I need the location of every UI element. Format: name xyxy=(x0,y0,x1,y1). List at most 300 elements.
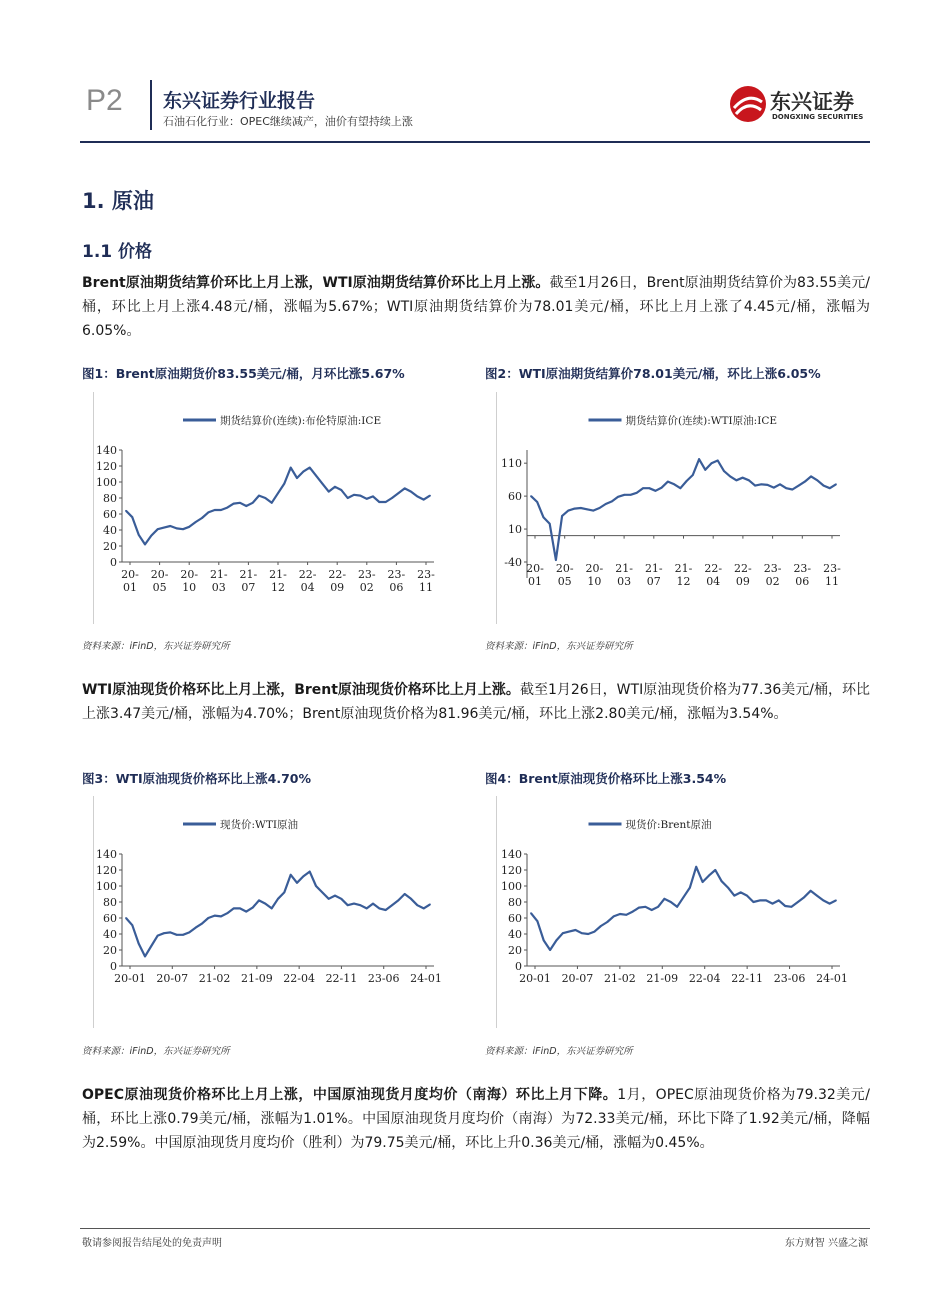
price-point xyxy=(600,925,602,927)
price-point xyxy=(309,871,311,873)
report-subtitle: 石油石化行业：OPEC继续减产，油价有望持续上涨 xyxy=(163,115,413,128)
x-tick-label: 23- xyxy=(793,562,812,575)
logo-english-name: DONGXING SECURITIES xyxy=(772,113,864,121)
price-point xyxy=(810,476,812,478)
price-point xyxy=(778,900,780,902)
price-point xyxy=(290,467,292,469)
price-point xyxy=(729,476,731,478)
price-point xyxy=(157,935,159,937)
price-point xyxy=(748,479,750,481)
price-point xyxy=(829,903,831,905)
figure-1-title: 图1：Brent原油期货价83.55美元/桶，月环比涨5.67% xyxy=(82,366,405,381)
x-tick-label: 06 xyxy=(795,575,810,588)
price-point xyxy=(792,489,794,491)
price-point xyxy=(816,895,818,897)
price-point xyxy=(188,932,190,934)
x-tick-label: 20- xyxy=(121,568,139,581)
y-tick-label: 0 xyxy=(515,960,522,973)
x-tick-label: 20-07 xyxy=(561,972,594,985)
legend-label: 期货结算价(连续):布伦特原油:ICE xyxy=(220,415,382,427)
footer-rule xyxy=(80,1228,870,1229)
y-tick-label: -40 xyxy=(504,556,522,569)
price-point xyxy=(283,483,285,485)
price-point xyxy=(385,909,387,911)
price-point xyxy=(606,921,608,923)
price-point xyxy=(599,507,601,509)
price-point xyxy=(835,483,837,485)
x-tick-label: 20- xyxy=(555,562,574,575)
price-point xyxy=(574,508,576,510)
price-point xyxy=(131,516,133,518)
x-tick-label: 07 xyxy=(646,575,661,588)
price-point xyxy=(605,503,607,505)
figure-1-chart xyxy=(82,392,452,624)
price-point xyxy=(736,479,738,481)
price-point xyxy=(632,911,634,913)
price-point xyxy=(239,908,241,910)
y-tick-label: 80 xyxy=(508,896,522,909)
price-point xyxy=(125,917,127,919)
price-point xyxy=(575,929,577,931)
price-point xyxy=(581,932,583,934)
price-point xyxy=(359,904,361,906)
price-point xyxy=(150,535,152,537)
price-point xyxy=(580,507,582,509)
price-point xyxy=(347,497,349,499)
price-point xyxy=(290,874,292,876)
price-point xyxy=(429,904,431,906)
price-point xyxy=(334,486,336,488)
company-logo xyxy=(728,82,878,130)
price-point xyxy=(131,924,133,926)
price-point xyxy=(785,487,787,489)
x-tick-label: 04 xyxy=(706,575,721,588)
price-point xyxy=(176,934,178,936)
price-point xyxy=(182,528,184,530)
price-point xyxy=(568,931,570,933)
price-point xyxy=(233,908,235,910)
x-tick-label: 21- xyxy=(615,562,633,575)
y-tick-label: 120 xyxy=(96,864,117,877)
price-point xyxy=(163,932,165,934)
x-tick-label: 20-01 xyxy=(114,972,146,985)
y-tick-label: 100 xyxy=(501,880,522,893)
price-point xyxy=(638,907,640,909)
price-point xyxy=(416,904,418,906)
price-point xyxy=(648,487,650,489)
price-point xyxy=(321,892,323,894)
figure-2-chart xyxy=(485,392,870,624)
y-tick-label: 120 xyxy=(96,460,117,473)
y-tick-label: 140 xyxy=(96,444,117,457)
price-point xyxy=(645,906,647,908)
y-tick-label: 60 xyxy=(508,912,522,925)
x-tick-label: 21-09 xyxy=(240,972,273,985)
price-point xyxy=(125,510,127,512)
price-point xyxy=(702,881,704,883)
x-tick-label: 02 xyxy=(359,581,374,594)
price-series-line xyxy=(126,872,430,957)
x-tick-label: 21- xyxy=(674,562,693,575)
logo-mark-icon xyxy=(728,84,768,124)
price-point xyxy=(283,892,285,894)
price-point xyxy=(220,509,222,511)
subsection-heading: 1.1 价格 xyxy=(82,242,153,262)
price-point xyxy=(226,912,228,914)
x-tick-label: 11 xyxy=(825,575,839,588)
price-point xyxy=(315,885,317,887)
price-point xyxy=(429,495,431,497)
figure-3-chart xyxy=(82,796,452,1028)
paragraph-lead: OPEC原油现货价格环比上月上涨，中国原油现货月度均价（南海）环比上月下降。 xyxy=(82,1087,618,1103)
y-tick-label: 0 xyxy=(110,556,117,569)
x-tick-label: 23-06 xyxy=(773,972,806,985)
price-point xyxy=(760,483,762,485)
x-tick-label: 22-04 xyxy=(283,972,316,985)
x-tick-label: 03 xyxy=(617,575,632,588)
price-point xyxy=(676,906,678,908)
price-point xyxy=(366,908,368,910)
price-point xyxy=(353,903,355,905)
x-tick-label: 09 xyxy=(735,575,750,588)
y-tick-label: 100 xyxy=(96,476,117,489)
price-point xyxy=(765,900,767,902)
price-point xyxy=(708,875,710,877)
price-point xyxy=(245,911,247,913)
price-point xyxy=(201,517,203,519)
legend-label: 期货结算价(连续):WTI原油:ICE xyxy=(625,415,778,427)
price-point xyxy=(347,904,349,906)
company-slogan: 东方财智 兴盛之源 xyxy=(784,1238,868,1249)
price-point xyxy=(651,909,653,911)
price-point xyxy=(537,920,539,922)
x-tick-label: 20- xyxy=(526,562,544,575)
price-point xyxy=(353,494,355,496)
price-point xyxy=(404,893,406,895)
price-point xyxy=(207,917,209,919)
y-tick-label: 110 xyxy=(501,457,522,471)
price-point xyxy=(767,484,769,486)
price-point xyxy=(359,495,361,497)
price-point xyxy=(252,502,254,504)
figure-4-source: 资料来源：iFinD，东兴证券研究所 xyxy=(485,1046,633,1057)
price-point xyxy=(169,932,171,934)
header-rule xyxy=(80,141,870,143)
price-point xyxy=(245,505,247,507)
price-point xyxy=(214,915,216,917)
price-point xyxy=(555,559,557,561)
price-point xyxy=(182,934,184,936)
paragraph-body: 截至1月26日，WTI原油现货价格为77.36美元/桶，环比上涨3.47美元/桶，涨幅为4.70%；Brent原油现货价格为81.96美元/桶，环比上涨2.80美元/桶，涨幅为3.54%。 xyxy=(82,682,871,722)
price-point xyxy=(328,898,330,900)
price-point xyxy=(309,467,311,469)
price-point xyxy=(829,487,831,489)
disclaimer-note: 敬请参阅报告结尾处的免责声明 xyxy=(82,1238,222,1249)
price-point xyxy=(391,497,393,499)
price-point xyxy=(277,492,279,494)
price-point xyxy=(271,502,273,504)
price-series-line xyxy=(126,468,430,545)
price-point xyxy=(822,900,824,902)
x-tick-label: 22-11 xyxy=(731,972,764,985)
price-point xyxy=(704,469,706,471)
price-point xyxy=(673,483,675,485)
price-point xyxy=(340,489,342,491)
price-point xyxy=(372,903,374,905)
paragraph-opec-china xyxy=(82,1083,870,1155)
price-point xyxy=(169,525,171,527)
price-point xyxy=(617,496,619,498)
y-tick-label: 40 xyxy=(103,524,117,537)
paragraph-body: 截至1月26日，Brent原油期货结算价为83.55美元/桶，环比上月上涨4.48元/桶，涨幅为5.67%；WTI原油期货结算价为78.01美元/桶，环比上月上涨了4.45元/桶，涨幅为6.05%。 xyxy=(82,275,871,339)
price-point xyxy=(586,508,588,510)
legend-label: 现货价:WTI原油 xyxy=(220,819,298,831)
price-point xyxy=(423,499,425,501)
price-point xyxy=(277,898,279,900)
price-point xyxy=(157,528,159,530)
price-point xyxy=(252,907,254,909)
x-tick-label: 05 xyxy=(557,575,572,588)
figure-1-source: 资料来源：iFinD，东兴证券研究所 xyxy=(82,641,230,652)
price-point xyxy=(835,900,837,902)
price-point xyxy=(296,882,298,884)
x-tick-label: 07 xyxy=(241,581,256,594)
price-point xyxy=(302,471,304,473)
figure-4-title: 图4：Brent原油现货价格环比上涨3.54% xyxy=(485,771,727,786)
y-tick-label: 60 xyxy=(103,508,117,521)
y-tick-label: 80 xyxy=(103,492,117,505)
price-point xyxy=(561,515,563,517)
price-point xyxy=(549,949,551,951)
x-tick-label: 04 xyxy=(300,581,315,594)
price-point xyxy=(410,491,412,493)
price-point xyxy=(328,491,330,493)
y-tick-label: 10 xyxy=(508,523,522,537)
price-point xyxy=(201,923,203,925)
y-tick-label: 0 xyxy=(110,960,117,973)
page-number: P2 xyxy=(86,84,123,117)
price-point xyxy=(779,483,781,485)
price-point xyxy=(625,914,627,916)
price-point xyxy=(754,485,756,487)
price-point xyxy=(567,510,569,512)
price-point xyxy=(683,896,685,898)
price-point xyxy=(188,526,190,528)
price-point xyxy=(680,487,682,489)
price-point xyxy=(823,485,825,487)
price-point xyxy=(721,880,723,882)
paragraph-lead: Brent原油期货结算价环比上月上涨，WTI原油期货结算价环比上月上涨。 xyxy=(82,275,550,291)
x-tick-label: 20- xyxy=(585,562,604,575)
price-point xyxy=(803,896,805,898)
price-point xyxy=(334,895,336,897)
price-point xyxy=(176,528,178,530)
price-point xyxy=(619,913,621,915)
paragraph-body: 1月，OPEC原油现货价格为79.32美元/桶，环比上涨0.79美元/桶，涨幅为1.01%。中国原油现货月度均价（南海）为72.33美元/桶，环比下降了1.92美元/桶，降幅为2.59%。中国原油现货月度均价（胜利）为79.75美元/桶，环比上升0.36美元/桶，涨幅为0.45%。 xyxy=(82,1087,870,1151)
price-point xyxy=(233,503,235,505)
price-point xyxy=(138,534,140,536)
price-point xyxy=(296,477,298,479)
price-point xyxy=(543,516,545,518)
price-point xyxy=(630,494,632,496)
price-point xyxy=(655,490,657,492)
price-point xyxy=(624,494,626,496)
x-tick-label: 23- xyxy=(387,568,406,581)
price-point xyxy=(321,483,323,485)
price-point xyxy=(302,876,304,878)
price-point xyxy=(239,502,241,504)
x-tick-label: 21-02 xyxy=(198,972,231,985)
y-tick-label: 20 xyxy=(103,540,117,553)
x-tick-label: 10 xyxy=(587,575,602,588)
y-tick-label: 40 xyxy=(508,928,522,941)
price-point xyxy=(613,916,615,918)
price-point xyxy=(372,496,374,498)
price-point xyxy=(423,908,425,910)
x-tick-label: 22- xyxy=(328,568,347,581)
x-tick-label: 23-06 xyxy=(367,972,400,985)
x-tick-label: 23- xyxy=(763,562,782,575)
price-point xyxy=(543,940,545,942)
price-point xyxy=(264,497,266,499)
x-tick-label: 01 xyxy=(528,575,542,588)
price-point xyxy=(549,523,551,525)
x-tick-label: 22-11 xyxy=(325,972,358,985)
x-tick-label: 21- xyxy=(269,568,287,581)
figure-4-chart xyxy=(485,796,870,1028)
price-point xyxy=(592,510,594,512)
price-point xyxy=(340,898,342,900)
price-point xyxy=(138,943,140,945)
section-heading: 1. 原油 xyxy=(82,189,154,213)
x-tick-label: 11 xyxy=(419,581,433,594)
report-series-title: 东兴证券行业报告 xyxy=(163,90,316,112)
price-point xyxy=(536,501,538,503)
price-point xyxy=(207,512,209,514)
x-tick-label: 12 xyxy=(271,581,285,594)
x-tick-label: 21-09 xyxy=(646,972,679,985)
y-tick-label: 20 xyxy=(508,944,522,957)
x-tick-label: 22- xyxy=(704,562,723,575)
price-point xyxy=(642,487,644,489)
price-series-line xyxy=(531,459,836,560)
price-point xyxy=(733,895,735,897)
paragraph-lead: WTI原油现货价格环比上月上涨，Brent原油现货价格环比上月上涨。 xyxy=(82,682,520,698)
price-point xyxy=(404,488,406,490)
y-tick-label: 140 xyxy=(96,848,117,861)
price-point xyxy=(220,916,222,918)
figure-3-source: 资料来源：iFinD，东兴证券研究所 xyxy=(82,1046,230,1057)
y-tick-label: 60 xyxy=(508,490,522,504)
price-point xyxy=(695,866,697,868)
price-point xyxy=(416,496,418,498)
price-point xyxy=(791,906,793,908)
price-point xyxy=(163,527,165,529)
x-tick-label: 12 xyxy=(676,575,691,588)
figure-3-title: 图3：WTI原油现货价格环比上涨4.70% xyxy=(82,771,312,786)
price-point xyxy=(746,895,748,897)
price-point xyxy=(594,931,596,933)
price-point xyxy=(797,901,799,903)
price-point xyxy=(385,501,387,503)
price-point xyxy=(144,956,146,958)
y-tick-label: 80 xyxy=(103,896,117,909)
x-tick-label: 21-02 xyxy=(603,972,636,985)
x-tick-label: 23- xyxy=(357,568,376,581)
x-tick-label: 21- xyxy=(239,568,258,581)
price-point xyxy=(717,460,719,462)
price-point xyxy=(397,900,399,902)
price-point xyxy=(773,487,775,489)
price-point xyxy=(378,501,380,503)
price-point xyxy=(711,462,713,464)
price-point xyxy=(689,887,691,889)
x-tick-label: 22- xyxy=(734,562,752,575)
x-tick-label: 21- xyxy=(209,568,228,581)
price-series-line xyxy=(531,867,836,950)
price-point xyxy=(391,904,393,906)
price-point xyxy=(258,495,260,497)
x-tick-label: 22-04 xyxy=(688,972,721,985)
y-tick-label: 20 xyxy=(103,944,117,957)
price-point xyxy=(378,908,380,910)
legend-label: 现货价:Brent原油 xyxy=(625,819,712,831)
price-point xyxy=(661,487,663,489)
figure-2-title: 图2：WTI原油期货结算价78.01美元/桶，环比上涨6.05% xyxy=(485,366,821,381)
figure-2-source: 资料来源：iFinD，东兴证券研究所 xyxy=(485,641,633,652)
price-point xyxy=(397,492,399,494)
price-point xyxy=(530,912,532,914)
x-tick-label: 24-01 xyxy=(816,972,848,985)
x-tick-label: 02 xyxy=(765,575,780,588)
price-point xyxy=(530,495,532,497)
price-point xyxy=(759,900,761,902)
price-point xyxy=(264,903,266,905)
price-point xyxy=(271,908,273,910)
price-point xyxy=(587,933,589,935)
price-point xyxy=(723,470,725,472)
logo-chinese-name: 东兴证券 xyxy=(770,90,854,114)
x-tick-label: 20- xyxy=(150,568,169,581)
price-point xyxy=(727,887,729,889)
x-tick-label: 05 xyxy=(152,581,167,594)
price-point xyxy=(772,903,774,905)
price-point xyxy=(315,475,317,477)
price-point xyxy=(670,901,672,903)
x-tick-label: 09 xyxy=(330,581,345,594)
price-point xyxy=(740,892,742,894)
price-point xyxy=(226,507,228,509)
price-point xyxy=(686,480,688,482)
price-point xyxy=(742,477,744,479)
price-point xyxy=(692,474,694,476)
price-point xyxy=(150,945,152,947)
y-tick-label: 100 xyxy=(96,880,117,893)
price-point xyxy=(195,927,197,929)
y-tick-label: 120 xyxy=(501,864,522,877)
price-point xyxy=(366,498,368,500)
x-tick-label: 20-01 xyxy=(519,972,551,985)
price-point xyxy=(195,521,197,523)
price-point xyxy=(667,481,669,483)
price-point xyxy=(657,906,659,908)
x-tick-label: 10 xyxy=(182,581,197,594)
x-tick-label: 21- xyxy=(644,562,663,575)
price-point xyxy=(798,485,800,487)
price-point xyxy=(714,869,716,871)
price-point xyxy=(698,458,700,460)
price-point xyxy=(562,932,564,934)
